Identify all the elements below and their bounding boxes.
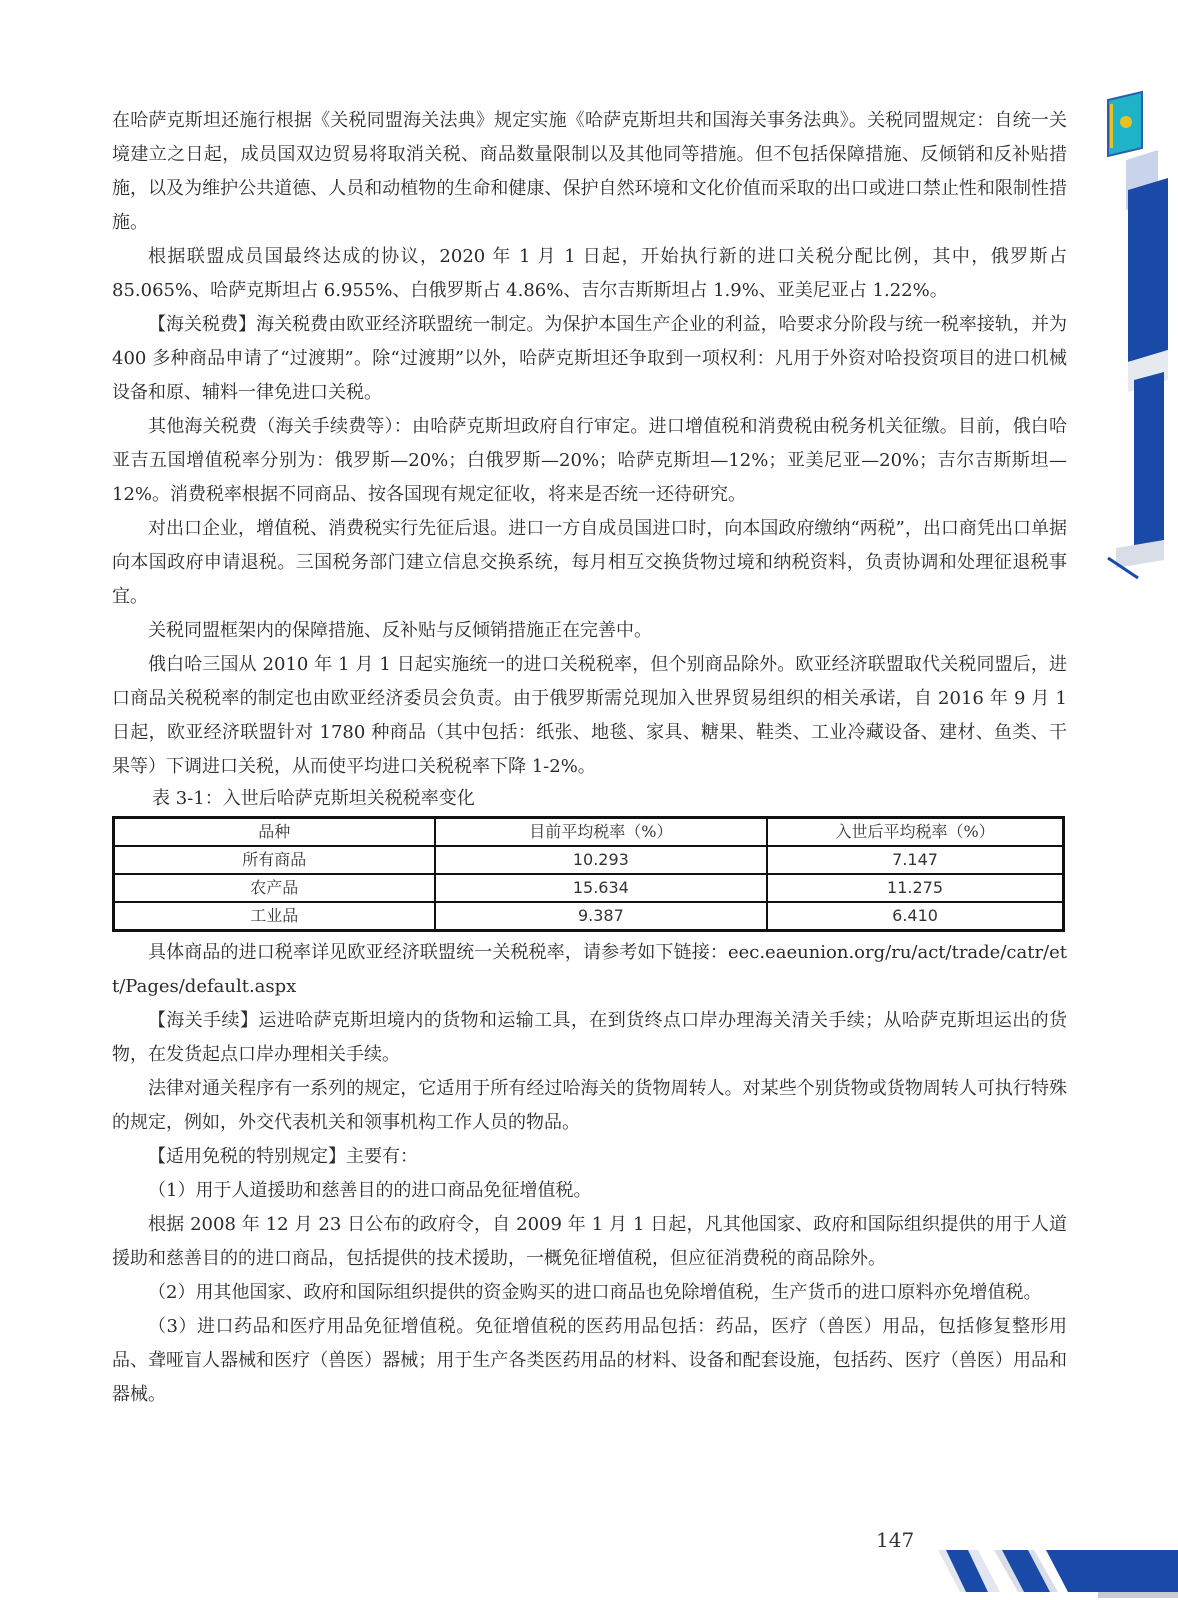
table-cell: 15.634 bbox=[435, 874, 768, 902]
table-row bbox=[114, 874, 1064, 902]
paragraph: 根据 2008 年 12 月 23 日公布的政府令，自 2009 年 1 月 1 日起，凡其他国家、政府和国际组织提供的用于人道援助和慈善目的的进口商品，包括提供的技术援助，一概免征增值税，但应征消费税的商品除外。 bbox=[112, 1214, 1067, 1269]
paragraph: 关税同盟框架内的保障措施、反补贴与反倾销措施正在完善中。 bbox=[148, 620, 652, 641]
side-decoration bbox=[1098, 0, 1178, 620]
table-row bbox=[114, 846, 1064, 874]
table-cell: 11.275 bbox=[767, 874, 1063, 902]
paragraph: （3）进口药品和医疗用品免征增值税。免征增值税的医药用品包括：药品，医疗（兽医）用品，包括修复整形用品、聋哑盲人器械和医疗（兽医）器械；用于生产各类医药用品的材料、设备和配套设施，包括药、医疗（兽医）用品和器械。 bbox=[112, 1316, 1067, 1405]
paragraph: （1）用于人道援助和慈善目的的进口商品免征增值税。 bbox=[148, 1180, 592, 1201]
paragraph: （2）用其他国家、政府和国际组织提供的资金购买的进口商品也免除增值税，生产货币的进口原料亦免增值税。 bbox=[148, 1282, 1042, 1303]
column-header: 目前平均税率（%） bbox=[435, 818, 768, 847]
footer-decoration bbox=[938, 1540, 1178, 1600]
column-header: 品种 bbox=[114, 818, 435, 847]
document-body bbox=[112, 104, 1067, 1412]
table-row bbox=[114, 902, 1064, 931]
table-cell: 9.387 bbox=[435, 902, 768, 931]
table-cell: 10.293 bbox=[435, 846, 768, 874]
table-cell: 7.147 bbox=[767, 846, 1063, 874]
paragraph: 其他海关税费（海关手续费等）：由哈萨克斯坦政府自行审定。进口增值税和消费税由税务机关征缴。目前，俄白哈亚吉五国增值税率分别为：俄罗斯—20%；白俄罗斯—20%；哈萨克斯坦—12%；亚美尼亚—20%；吉尔吉斯斯坦—12%。消费税率根据不同商品、按各国现有规定征收，将来是否统一还待研究。 bbox=[112, 416, 1067, 505]
kazakhstan-flag-icon bbox=[1108, 92, 1142, 156]
paragraph: 法律对通关程序有一系列的规定，它适用于所有经过哈海关的货物周转人。对某些个别货物或货物周转人可执行特殊的规定，例如，外交代表机关和领事机构工作人员的物品。 bbox=[112, 1078, 1067, 1133]
paragraph: 具体商品的进口税率详见欧亚经济联盟统一关税税率，请参考如下链接：eec.eaeunion.org/ru/act/trade/catr/ett/Pages/default.aspx bbox=[112, 942, 1067, 997]
paragraph: 俄白哈三国从 2010 年 1 月 1 日起实施统一的进口关税税率，但个别商品除外。欧亚经济联盟取代关税同盟后，进口商品关税税率的制定也由欧亚经济委员会负责。由于俄罗斯需兑现加入世界贸易组织的相关承诺，自 2016 年 9 月 1 日起，欧亚经济联盟针对 1780 种商品（其中包括：纸张、地毯、家具、糖果、鞋类、工业冷藏设备、建材、鱼类、干果等）下调进口关税，从而使平均进口关税税率下降 1-2%。 bbox=[112, 654, 1067, 777]
paragraph: 对出口企业，增值税、消费税实行先征后退。进口一方自成员国进口时，向本国政府缴纳“两税”，出口商凭出口单据向本国政府申请退税。三国税务部门建立信息交换系统，每月相互交换货物过境和纳税资料，负责协调和处理征退税事宜。 bbox=[112, 518, 1067, 607]
paragraph: 根据联盟成员国最终达成的协议，2020 年 1 月 1 日起，开始执行新的进口关税分配比例，其中，俄罗斯占 85.065%、哈萨克斯坦占 6.955%、白俄罗斯占 4.86%、吉尔吉斯斯坦占 1.9%、亚美尼亚占 1.22%。 bbox=[112, 246, 1067, 301]
page-number: 147 bbox=[876, 1528, 915, 1552]
table-header-row bbox=[114, 818, 1064, 847]
table-cell: 工业品 bbox=[114, 902, 435, 931]
paragraph: 在哈萨克斯坦还施行根据《关税同盟海关法典》规定实施《哈萨克斯坦共和国海关事务法典》。关税同盟规定：自统一关境建立之日起，成员国双边贸易将取消关税、商品数量限制以及其他同等措施。但不包括保障措施、反倾销和反补贴措施，以及为维护公共道德、人员和动植物的生命和健康、保护自然环境和文化价值而采取的出口或进口禁止性和限制性措施。 bbox=[112, 110, 1067, 233]
paragraph: 【海关税费】海关税费由欧亚经济联盟统一制定。为保护本国生产企业的利益，哈要求分阶段与统一税率接轨，并为 400 多种商品申请了“过渡期”。除“过渡期”以外，哈萨克斯坦还争取到一项权利：凡用于外资对哈投资项目的进口机械设备和原、辅料一律免进口关税。 bbox=[112, 314, 1067, 403]
column-header: 入世后平均税率（%） bbox=[767, 818, 1063, 847]
table-cell: 所有商品 bbox=[114, 846, 435, 874]
table-cell: 6.410 bbox=[767, 902, 1063, 931]
paragraph: 【适用免税的特别规定】主要有： bbox=[148, 1146, 418, 1167]
table-cell: 农产品 bbox=[114, 874, 435, 902]
paragraph: 【海关手续】运进哈萨克斯坦境内的货物和运输工具，在到货终点口岸办理海关清关手续；从哈萨克斯坦运出的货物，在发货起点口岸办理相关手续。 bbox=[112, 1010, 1067, 1065]
tariff-table bbox=[112, 816, 1065, 932]
table-caption: 表 3-1：入世后哈萨克斯坦关税税率变化 bbox=[152, 788, 475, 809]
